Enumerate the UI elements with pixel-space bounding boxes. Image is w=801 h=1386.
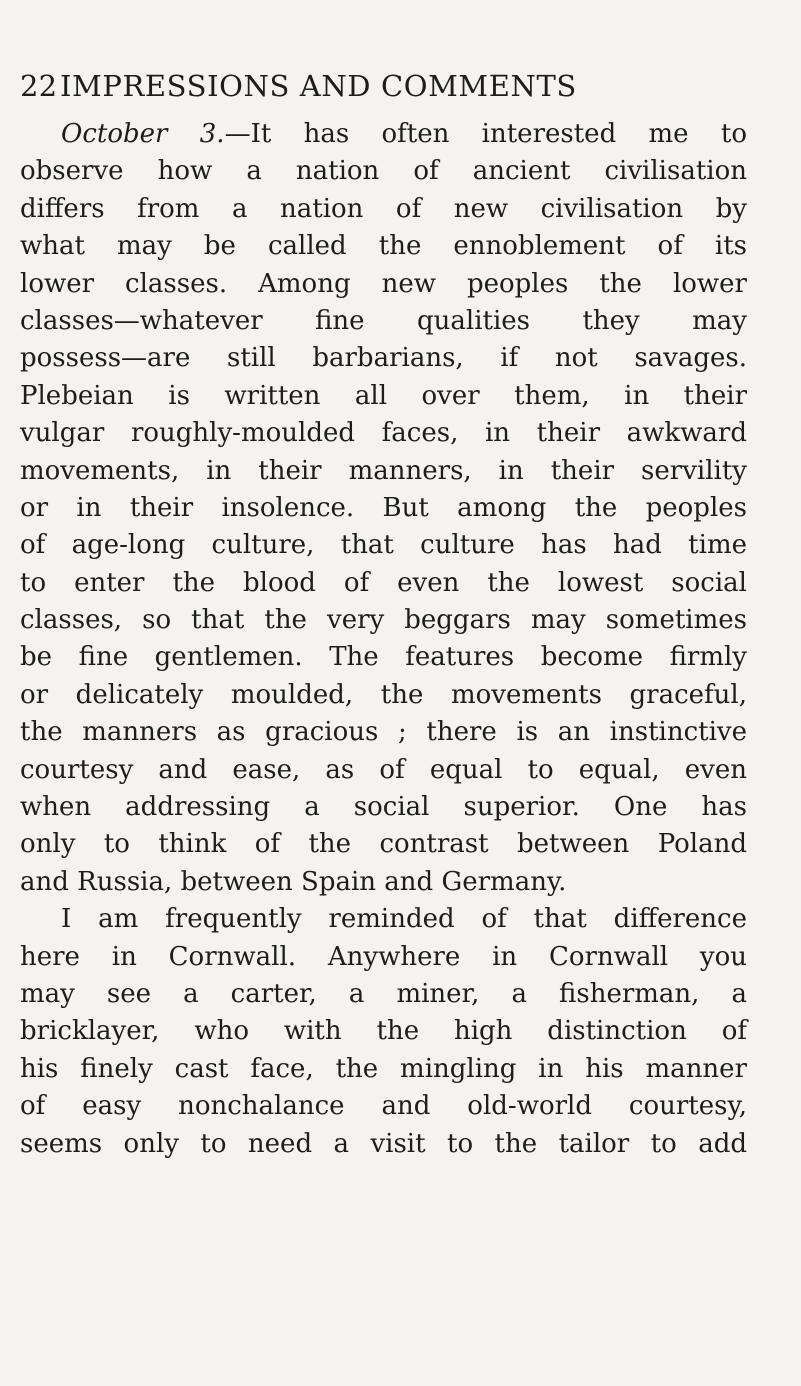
text-line: or in their insolence. But among the peoples: [20, 492, 747, 523]
text-line: vulgar roughly-moulded faces, in their awkward: [20, 418, 747, 449]
text-line: be fine gentlemen. The features become firmly: [20, 642, 747, 673]
text-line: when addressing a social superior. One has: [20, 792, 747, 823]
running-head: [20, 66, 720, 106]
text-line: courtesy and ease, as of equal to equal, even: [20, 754, 747, 785]
text-line: observe how a nation of ancient civilisation: [20, 156, 747, 187]
text-line: may see a carter, a miner, a fisherman, a: [20, 978, 747, 1009]
running-head-title: IMPRESSIONS AND COMMENTS: [60, 69, 577, 103]
text-line: to enter the blood of even the lowest social: [20, 567, 747, 598]
text-line: here in Cornwall. Anywhere in Cornwall you: [20, 941, 747, 972]
text-line: movements, in their manners, in their servility: [20, 455, 747, 486]
text-line: of age-long culture, that culture has had time: [20, 530, 747, 561]
text-line: only to think of the contrast between Poland: [20, 829, 747, 860]
text-line: and Russia, between Spain and Germany.: [20, 866, 567, 897]
text-line: the manners as gracious ; there is an instinctive: [20, 717, 747, 748]
text-line: seems only to need a visit to the tailor to add: [20, 1128, 747, 1159]
text-line: I am frequently reminded of that difference: [61, 904, 747, 935]
text-line: differs from a nation of new civilisation by: [20, 193, 747, 224]
text-line: October 3.—It has often interested me to: [61, 119, 747, 149]
text-line: his finely cast face, the mingling in his manner: [20, 1053, 747, 1084]
body-text: [20, 116, 747, 1163]
text-line: possess—are still barbarians, if not savages.: [20, 343, 747, 374]
text-line: bricklayer, who with the high distinction of: [20, 1016, 747, 1047]
text-line: classes, so that the very beggars may sometimes: [20, 605, 747, 636]
text-line: Plebeian is written all over them, in their: [20, 380, 747, 411]
text-line: what may be called the ennoblement of its: [20, 231, 747, 262]
entry-date: October 3.: [61, 119, 225, 149]
page-number: 22: [20, 69, 58, 103]
text-line: or delicately moulded, the movements graceful,: [20, 679, 747, 710]
text-line: classes—whatever fine qualities they may: [20, 305, 747, 336]
text-line: of easy nonchalance and old-world courtesy,: [20, 1091, 747, 1122]
text-line: lower classes. Among new peoples the lower: [20, 268, 747, 299]
